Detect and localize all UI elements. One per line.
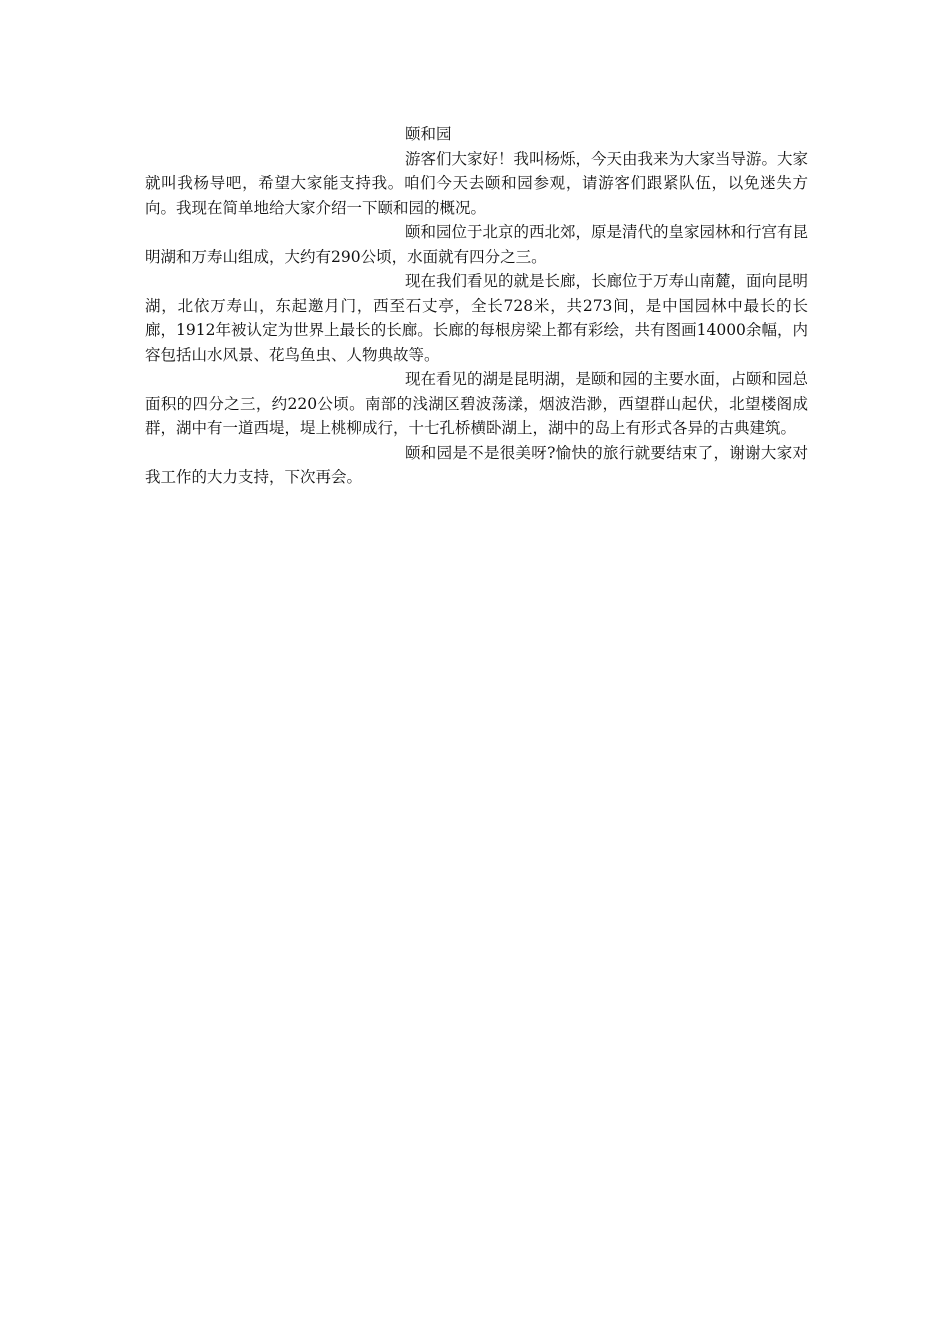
- paragraph-kunming-lake: 现在看见的湖是昆明湖，是颐和园的主要水面，占颐和园总面积的四分之三，约220公顷。南部的浅湖区碧波荡漾，烟波浩渺，西望群山起伏，北望楼阁成群，湖中有一道西堤，堤上桃柳成行，十七孔桥横卧湖上，湖中的岛上有形式各异的古典建筑。: [145, 370, 809, 437]
- document-body: [145, 122, 808, 490]
- paragraph-long-corridor: 现在我们看见的就是长廊，长廊位于万寿山南麓，面向昆明湖，北依万寿山，东起邀月门，西至石丈亭，全长728米，共273间，是中国园林中最长的长廊，1912年被认定为世界上最长的长廊。长廊的每根房梁上都有彩绘，共有图画14000余幅，内容包括山水风景、花鸟鱼虫、人物典故等。: [145, 272, 809, 364]
- paragraph-greeting: 游客们大家好！我叫杨烁，今天由我来为大家当导游。大家就叫我杨导吧，希望大家能支持我。咱们今天去颐和园参观，请游客们跟紧队伍，以免迷失方向。我现在简单地给大家介绍一下颐和园的概况。: [145, 149, 809, 217]
- document-title: 颐和园: [405, 125, 452, 143]
- paragraph-location: 颐和园位于北京的西北郊，原是清代的皇家园林和行宫有昆明湖和万寿山组成，大约有290公顷，水面就有四分之三。: [145, 223, 809, 266]
- paragraph-farewell: 颐和园是不是很美呀?愉快的旅行就要结束了，谢谢大家对我工作的大力支持，下次再会。: [145, 443, 808, 486]
